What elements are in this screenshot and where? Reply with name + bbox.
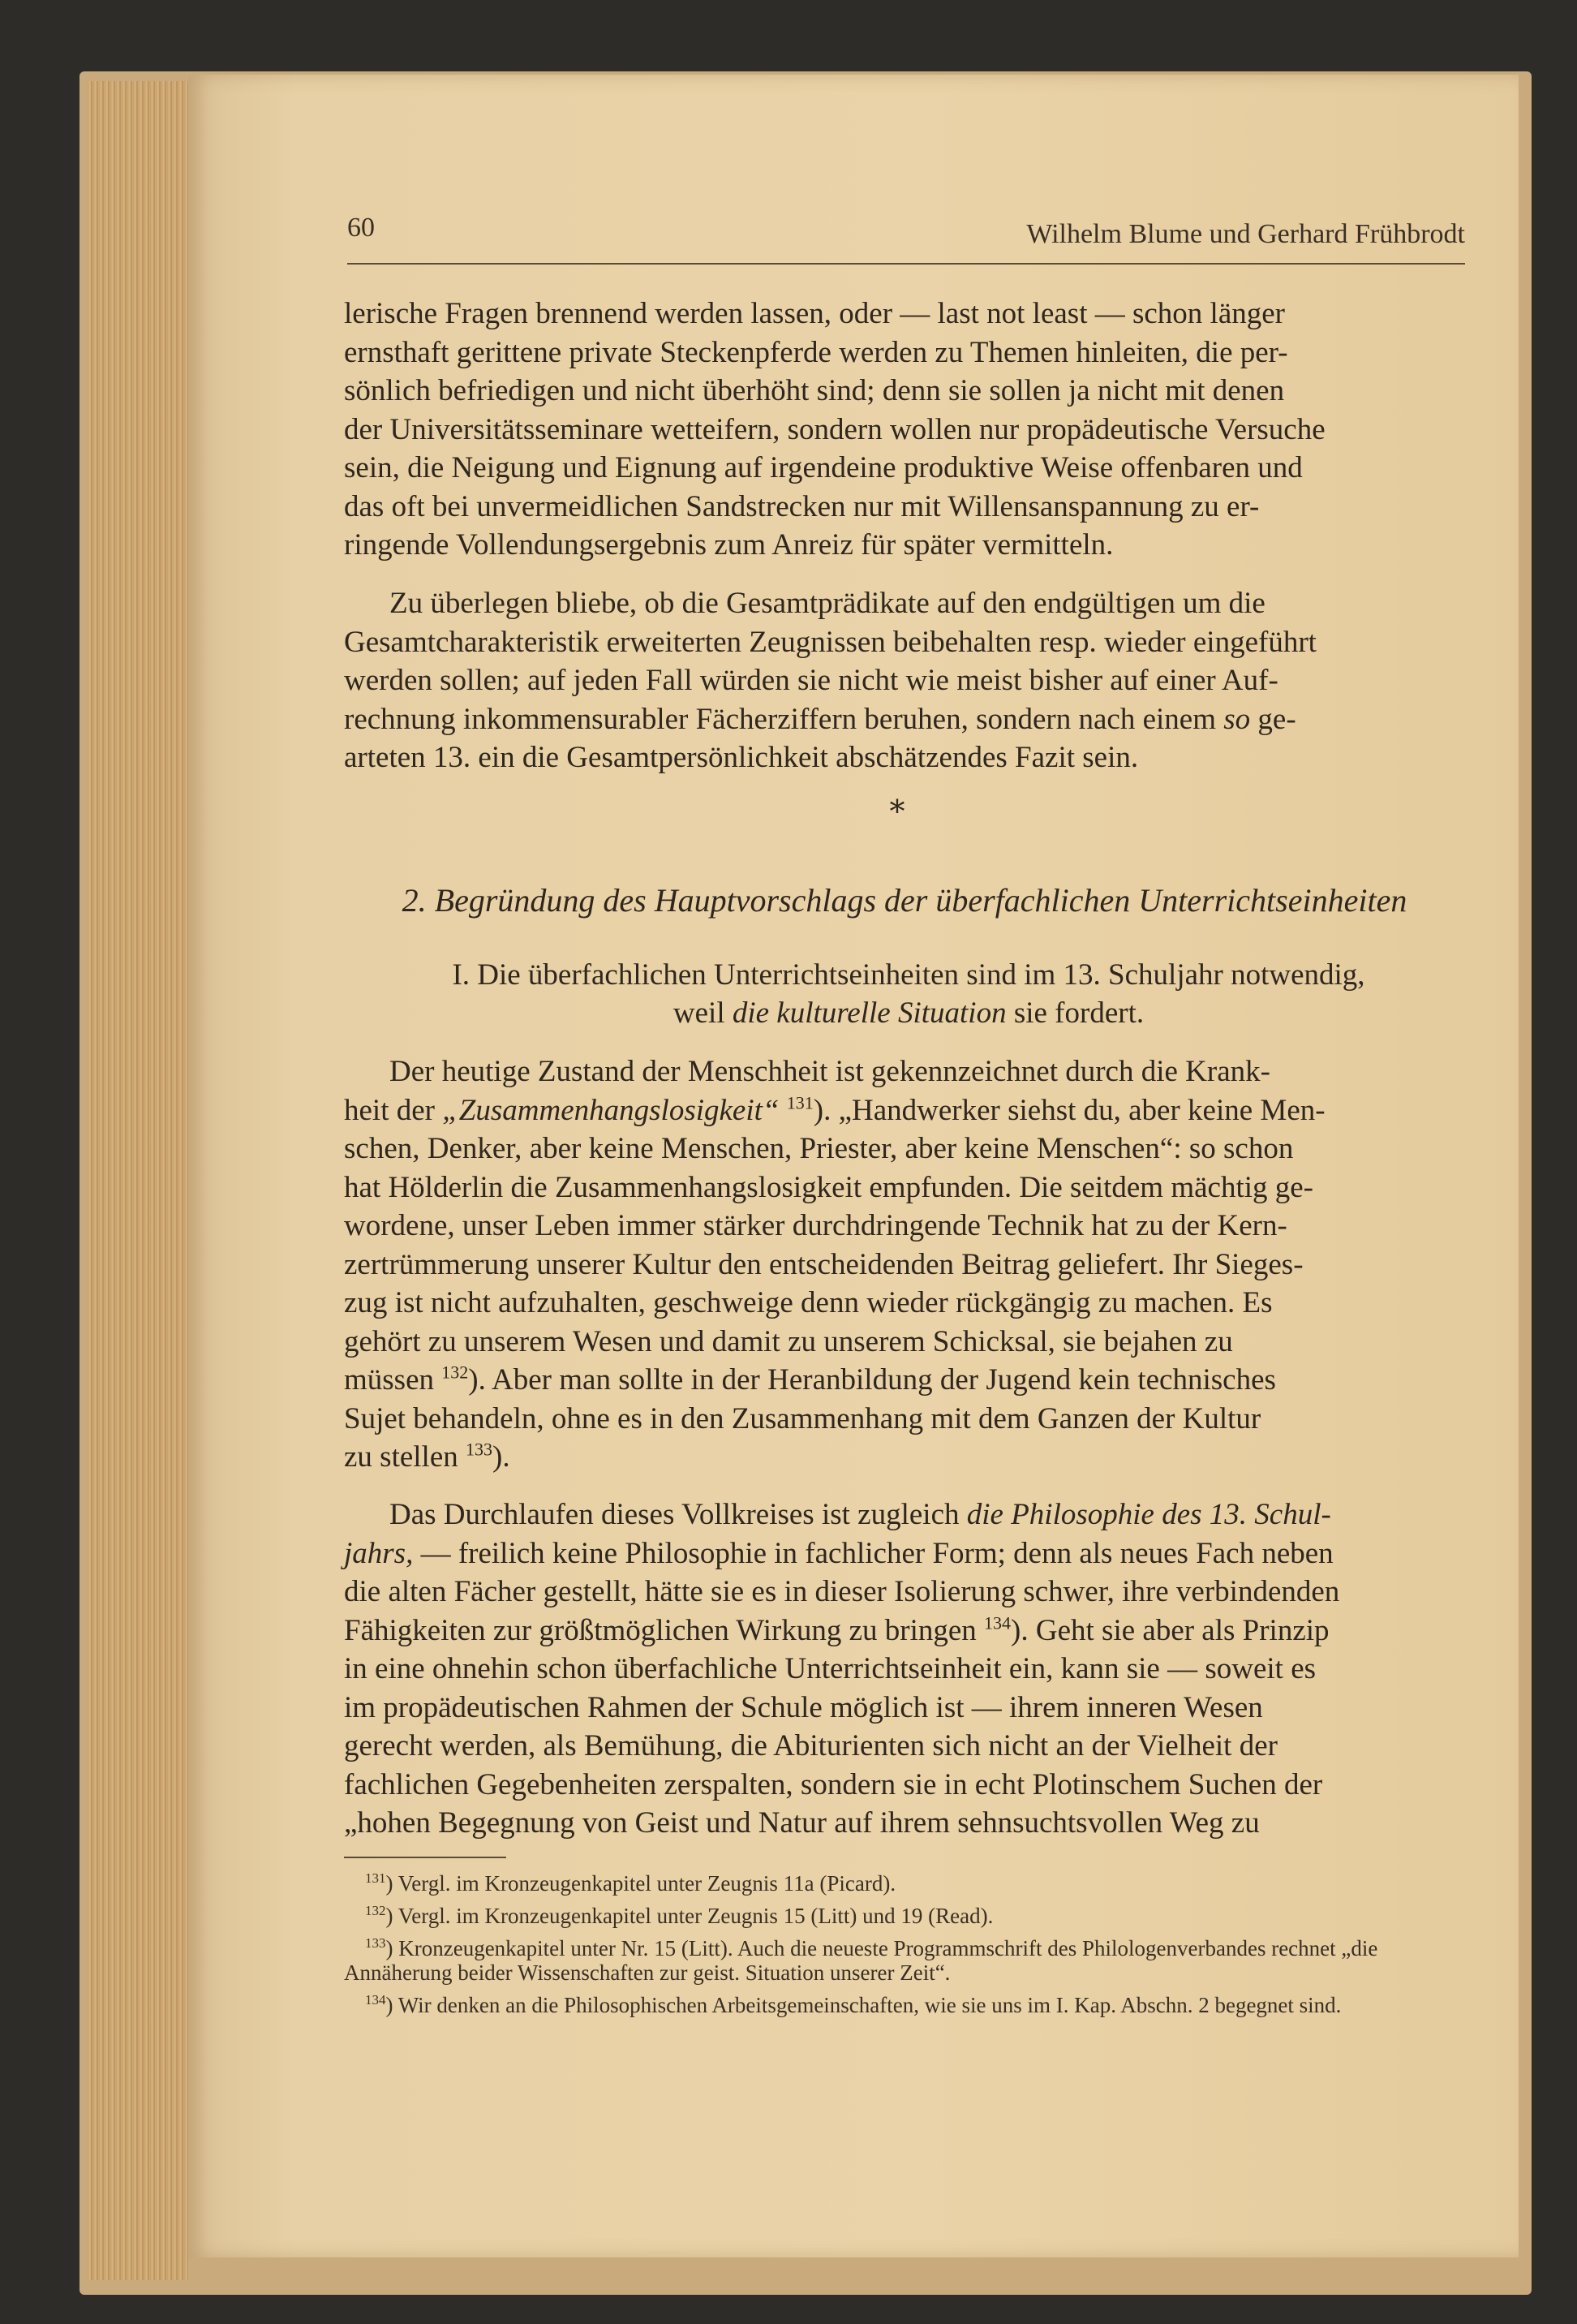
text-segment: rechnung inkommensurabler Fächerziffern beruhen, sondern nach einem — [344, 702, 1216, 736]
footnote-ref[interactable]: 134 — [984, 1612, 1012, 1633]
text-line: Der heutige Zustand der Menschheit ist gekennzeichnet durch die Krank- — [389, 1055, 1270, 1088]
footnote-ref[interactable]: 131 — [786, 1092, 814, 1113]
text-segment: Das Durchlaufen dieses Vollkreises ist zugleich — [389, 1498, 967, 1531]
footnote-number: 132 — [365, 1903, 386, 1918]
text-segment: Fähigkeiten zur größtmöglichen Wirkung zu bringen — [344, 1613, 985, 1647]
text-line — [344, 1361, 1452, 1400]
running-header — [347, 213, 1465, 265]
paragraph-2 — [344, 584, 1452, 777]
footnote — [344, 1993, 1452, 2017]
text-line: das oft bei unvermeidlichen Sandstrecken nur mit Willensanspannung zu er- — [344, 489, 1260, 523]
footnote-divider — [344, 1857, 506, 1858]
footnote-text: ) Vergl. im Kronzeugenkapitel unter Zeugnis 11a (Picard). — [385, 1871, 896, 1896]
footnote-ref[interactable]: 133 — [466, 1439, 493, 1460]
text-line: Gesamtcharakteristik erweiterten Zeugnissen beibehalten resp. wieder eingeführt — [344, 625, 1317, 659]
emphasis: jahrs, — [344, 1536, 414, 1570]
text-line: werden sollen; auf jeden Fall würden sie nicht wie meist bisher auf einer Auf- — [344, 664, 1278, 697]
text-segment: heit der — [344, 1093, 443, 1127]
footnote-number: 131 — [365, 1870, 386, 1886]
text-line — [344, 1496, 1452, 1534]
footnote-ref[interactable]: 132 — [441, 1362, 469, 1383]
text-line: ernsthaft gerittene private Steckenpferde werden zu Themen hinleiten, die per- — [344, 335, 1288, 369]
text-line: wordene, unser Leben immer stärker durchdringende Technik hat zu der Kern- — [344, 1209, 1287, 1242]
text-line — [344, 1612, 1452, 1650]
section-heading: 2. Begründung des Hauptvorschlags der überfachlichen Unterrichtseinheiten — [402, 882, 1407, 919]
text-line: zug ist nicht aufzuhalten, geschweige denn wieder rückgängig zu machen. Es — [344, 1286, 1273, 1319]
emphasis: so — [1223, 702, 1251, 736]
text-line: lerische Fragen brennend werden lassen, oder — last not least — schon länger — [344, 297, 1285, 330]
running-title: Wilhelm Blume und Gerhard Frühbrodt — [1026, 219, 1465, 249]
text-segment: — freilich keine Philosophie in fachlicher Form; denn als neues Fach neben — [413, 1536, 1334, 1570]
paragraph-4 — [344, 1496, 1452, 1843]
text-line: sönlich befriedigen und nicht überhöht sind; denn sie sollen ja nicht mit denen — [344, 374, 1285, 407]
text-line — [344, 1438, 1452, 1477]
text-line: arteten 13. ein die Gesamtpersönlichkeit abschätzendes Fazit sein. — [344, 741, 1139, 774]
text-line: „hohen Begegnung von Geist und Natur auf ihrem sehnsuchtsvollen Weg zu — [344, 1806, 1260, 1840]
text-line: Sujet behandeln, ohne es in den Zusammenhang mit dem Ganzen der Kultur — [344, 1401, 1261, 1435]
footnote-number: 133 — [365, 1935, 386, 1951]
text-segment: ). — [492, 1440, 510, 1474]
emphasis: die Philosophie des 13. Schul- — [966, 1498, 1331, 1531]
text-segment: ). „Handwerker siehst du, aber keine Men- — [813, 1093, 1326, 1127]
emphasis: „Zusammenhangslosigkeit“ — [442, 1093, 780, 1127]
text-segment: müssen — [344, 1363, 442, 1397]
thesis-line — [381, 994, 1436, 1032]
text-line — [344, 1534, 1452, 1573]
text-segment: sie fordert. — [1006, 996, 1145, 1030]
text-line: schen, Denker, aber keine Menschen, Priester, aber keine Menschen“: so schon — [344, 1132, 1294, 1165]
text-segment: weil — [672, 996, 733, 1030]
text-line: in eine ohnehin schon überfachliche Unterrichtseinheit ein, kann sie — soweit es — [344, 1652, 1317, 1685]
text-line: sein, die Neigung und Eignung auf irgendeine produktive Weise offenbaren und — [344, 451, 1303, 484]
text-line — [344, 700, 1452, 739]
text-line: ringende Vollendungsergebnis zum Anreiz für später vermitteln. — [344, 528, 1114, 562]
text-line: zertrümmerung unserer Kultur den entscheidenden Beitrag geliefert. Ihr Sieges- — [344, 1247, 1304, 1281]
text-line: fachlichen Gegebenheiten zerspalten, sondern sie in echt Plotinschem Suchen der — [344, 1767, 1323, 1801]
text-line: im propädeutischen Rahmen der Schule möglich ist — ihrem inneren Wesen — [344, 1690, 1263, 1724]
paragraph-1 — [344, 295, 1452, 565]
text-line: gerecht werden, als Bemühung, die Abiturienten sich nicht an der Vielheit der — [344, 1729, 1278, 1762]
emphasis: die kulturelle Situation — [732, 996, 1007, 1030]
text-segment: ). Geht sie aber als Prinzip — [1011, 1613, 1330, 1647]
text-line: die alten Fächer gestellt, hätte sie es in dieser Isolierung schwer, ihre verbindenden — [344, 1575, 1340, 1608]
section-separator: * — [889, 794, 905, 829]
footnote-text: ) Wir denken an die Philosophischen Arbeitsgemeinschaften, wie sie uns im I. Kap. Abschn. 2 begegnet sind. — [385, 1993, 1342, 2017]
thesis-statement — [381, 956, 1436, 1032]
text-line — [344, 1091, 1452, 1130]
footnote — [344, 1936, 1452, 1985]
footnote-text: ) Kronzeugenkapitel unter Nr. 15 (Litt). Auch die neueste Programmschrift des Philologenverbandes rechnet „die Annäherung beider Wissenschaften zur geist. Situation unserer Zeit“. — [344, 1936, 1378, 1985]
paragraph-3 — [344, 1052, 1452, 1477]
text-line: gehört zu unserem Wesen und damit zu unserem Schicksal, sie bejahen zu — [344, 1324, 1233, 1358]
thesis-line: I. Die überfachlichen Unterrichtseinheiten sind im 13. Schuljahr notwendig, — [452, 958, 1365, 992]
text-segment: ge- — [1250, 702, 1296, 736]
page-number: 60 — [347, 213, 375, 243]
text-line: Zu überlegen bliebe, ob die Gesamtprädikate auf den endgültigen um die — [389, 587, 1265, 620]
text-segment: zu stellen — [344, 1440, 466, 1474]
footnote — [344, 1871, 1452, 1896]
footnote-number: 134 — [365, 1992, 386, 2008]
text-line: der Universitätsseminare wetteifern, sondern wollen nur propädeutische Versuche — [344, 412, 1326, 446]
text-line: hat Hölderlin die Zusammenhangslosigkeit empfunden. Die seitdem mächtig ge- — [344, 1170, 1314, 1204]
page-edges — [88, 81, 188, 2280]
footnotes — [344, 1871, 1452, 2025]
text-segment: ). Aber man sollte in der Heranbildung der Jugend kein technisches — [468, 1363, 1276, 1397]
footnote-text: ) Vergl. im Kronzeugenkapitel unter Zeugnis 15 (Litt) und 19 (Read). — [385, 1904, 994, 1928]
footnote — [344, 1904, 1452, 1928]
